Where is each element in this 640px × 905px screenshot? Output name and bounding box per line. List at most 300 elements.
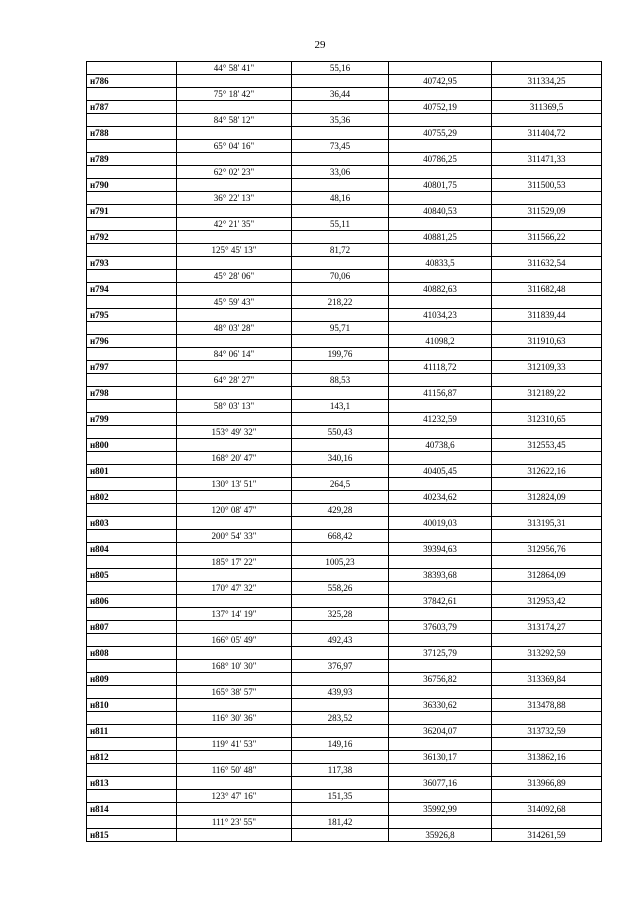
angle-cell	[177, 231, 292, 244]
point-row	[87, 751, 602, 764]
length-cell: 1005,23	[292, 556, 389, 569]
y-coordinate-cell	[492, 504, 602, 517]
length-cell	[292, 335, 389, 348]
x-coordinate-cell: 40755,29	[389, 127, 492, 140]
point-cell: н799	[87, 413, 177, 426]
length-cell: 492,43	[292, 634, 389, 647]
y-coordinate-cell: 312553,45	[492, 439, 602, 452]
page-number: 29	[314, 39, 326, 51]
point-cell: н800	[87, 439, 177, 452]
y-coordinate-cell	[492, 348, 602, 361]
length-cell	[292, 231, 389, 244]
angle-cell	[177, 179, 292, 192]
x-coordinate-cell: 40019,03	[389, 517, 492, 530]
segment-row	[87, 62, 602, 75]
y-coordinate-cell	[492, 218, 602, 231]
length-cell	[292, 543, 389, 556]
point-cell: н809	[87, 673, 177, 686]
x-coordinate-cell	[389, 374, 492, 387]
point-cell: н808	[87, 647, 177, 660]
x-coordinate-cell	[389, 270, 492, 283]
angle-cell: 200° 54' 33"	[177, 530, 292, 543]
point-cell	[87, 192, 177, 205]
segment-row	[87, 816, 602, 829]
x-coordinate-cell: 37125,79	[389, 647, 492, 660]
segment-row	[87, 712, 602, 725]
y-coordinate-cell: 311910,63	[492, 335, 602, 348]
point-cell	[87, 348, 177, 361]
x-coordinate-cell: 36077,16	[389, 777, 492, 790]
point-row	[87, 75, 602, 88]
segment-row	[87, 790, 602, 803]
point-row	[87, 231, 602, 244]
x-coordinate-cell: 37842,61	[389, 595, 492, 608]
angle-cell	[177, 361, 292, 374]
y-coordinate-cell	[492, 660, 602, 673]
point-row	[87, 205, 602, 218]
length-cell	[292, 309, 389, 322]
point-cell	[87, 62, 177, 75]
y-coordinate-cell: 311632,54	[492, 257, 602, 270]
y-coordinate-cell	[492, 296, 602, 309]
point-cell: н814	[87, 803, 177, 816]
point-cell	[87, 140, 177, 153]
coordinates-table	[86, 61, 602, 842]
point-cell	[87, 738, 177, 751]
y-coordinate-cell	[492, 478, 602, 491]
point-row	[87, 153, 602, 166]
point-cell	[87, 400, 177, 413]
x-coordinate-cell: 35992,99	[389, 803, 492, 816]
y-coordinate-cell	[492, 270, 602, 283]
x-coordinate-cell	[389, 296, 492, 309]
x-coordinate-cell	[389, 400, 492, 413]
angle-cell	[177, 491, 292, 504]
y-coordinate-cell: 312864,09	[492, 569, 602, 582]
length-cell: 73,45	[292, 140, 389, 153]
point-row	[87, 803, 602, 816]
segment-row	[87, 322, 602, 335]
y-coordinate-cell	[492, 530, 602, 543]
point-row	[87, 595, 602, 608]
length-cell	[292, 101, 389, 114]
angle-cell	[177, 725, 292, 738]
point-cell	[87, 374, 177, 387]
point-cell	[87, 452, 177, 465]
point-row	[87, 439, 602, 452]
point-cell: н805	[87, 569, 177, 582]
point-cell	[87, 764, 177, 777]
point-cell	[87, 556, 177, 569]
y-coordinate-cell: 314261,59	[492, 829, 602, 842]
x-coordinate-cell	[389, 712, 492, 725]
point-cell: н801	[87, 465, 177, 478]
angle-cell	[177, 829, 292, 842]
y-coordinate-cell	[492, 374, 602, 387]
point-cell	[87, 504, 177, 517]
point-cell: н804	[87, 543, 177, 556]
length-cell: 55,11	[292, 218, 389, 231]
x-coordinate-cell	[389, 244, 492, 257]
length-cell: 558,26	[292, 582, 389, 595]
segment-row	[87, 114, 602, 127]
angle-cell: 130° 13' 51"	[177, 478, 292, 491]
angle-cell: 170° 47' 32"	[177, 582, 292, 595]
point-cell	[87, 426, 177, 439]
segment-row	[87, 192, 602, 205]
angle-cell: 44° 58' 41"	[177, 62, 292, 75]
length-cell	[292, 387, 389, 400]
length-cell: 283,52	[292, 712, 389, 725]
angle-cell	[177, 517, 292, 530]
length-cell	[292, 491, 389, 504]
point-cell: н806	[87, 595, 177, 608]
x-coordinate-cell: 40786,25	[389, 153, 492, 166]
x-coordinate-cell: 40405,45	[389, 465, 492, 478]
x-coordinate-cell	[389, 634, 492, 647]
point-row	[87, 543, 602, 556]
angle-cell: 42° 21' 35"	[177, 218, 292, 231]
segment-row	[87, 140, 602, 153]
point-cell: н796	[87, 335, 177, 348]
x-coordinate-cell	[389, 114, 492, 127]
point-cell: н789	[87, 153, 177, 166]
y-coordinate-cell: 312953,42	[492, 595, 602, 608]
length-cell: 439,93	[292, 686, 389, 699]
segment-row	[87, 556, 602, 569]
y-coordinate-cell: 313195,31	[492, 517, 602, 530]
x-coordinate-cell: 36130,17	[389, 751, 492, 764]
y-coordinate-cell: 311500,53	[492, 179, 602, 192]
point-row	[87, 491, 602, 504]
length-cell: 35,36	[292, 114, 389, 127]
point-row	[87, 829, 602, 842]
y-coordinate-cell	[492, 686, 602, 699]
angle-cell: 137° 14' 19"	[177, 608, 292, 621]
angle-cell	[177, 465, 292, 478]
y-coordinate-cell: 312824,09	[492, 491, 602, 504]
point-row	[87, 335, 602, 348]
y-coordinate-cell: 312956,76	[492, 543, 602, 556]
x-coordinate-cell: 37603,79	[389, 621, 492, 634]
y-coordinate-cell: 311369,5	[492, 101, 602, 114]
point-cell: н794	[87, 283, 177, 296]
angle-cell	[177, 127, 292, 140]
angle-cell	[177, 205, 292, 218]
x-coordinate-cell	[389, 426, 492, 439]
angle-cell: 84° 58' 12"	[177, 114, 292, 127]
point-cell	[87, 270, 177, 283]
length-cell: 88,53	[292, 374, 389, 387]
y-coordinate-cell	[492, 738, 602, 751]
x-coordinate-cell: 41232,59	[389, 413, 492, 426]
y-coordinate-cell	[492, 88, 602, 101]
y-coordinate-cell	[492, 322, 602, 335]
y-coordinate-cell	[492, 556, 602, 569]
point-cell: н790	[87, 179, 177, 192]
y-coordinate-cell	[492, 452, 602, 465]
y-coordinate-cell: 313732,59	[492, 725, 602, 738]
angle-cell	[177, 439, 292, 452]
x-coordinate-cell: 41098,2	[389, 335, 492, 348]
length-cell	[292, 179, 389, 192]
x-coordinate-cell: 36204,07	[389, 725, 492, 738]
angle-cell: 119° 41' 53"	[177, 738, 292, 751]
length-cell	[292, 647, 389, 660]
y-coordinate-cell	[492, 114, 602, 127]
point-cell: н815	[87, 829, 177, 842]
x-coordinate-cell	[389, 738, 492, 751]
x-coordinate-cell	[389, 478, 492, 491]
x-coordinate-cell	[389, 452, 492, 465]
y-coordinate-cell: 313174,27	[492, 621, 602, 634]
x-coordinate-cell: 40742,95	[389, 75, 492, 88]
length-cell	[292, 621, 389, 634]
segment-row	[87, 582, 602, 595]
angle-cell	[177, 699, 292, 712]
angle-cell: 153° 49' 32"	[177, 426, 292, 439]
segment-row	[87, 270, 602, 283]
segment-row	[87, 478, 602, 491]
point-cell	[87, 660, 177, 673]
y-coordinate-cell	[492, 582, 602, 595]
x-coordinate-cell	[389, 556, 492, 569]
y-coordinate-cell	[492, 790, 602, 803]
x-coordinate-cell	[389, 816, 492, 829]
point-cell	[87, 530, 177, 543]
point-cell	[87, 114, 177, 127]
angle-cell	[177, 595, 292, 608]
segment-row	[87, 764, 602, 777]
y-coordinate-cell: 312622,16	[492, 465, 602, 478]
x-coordinate-cell	[389, 530, 492, 543]
x-coordinate-cell: 38393,68	[389, 569, 492, 582]
point-cell: н795	[87, 309, 177, 322]
angle-cell: 58° 03' 13"	[177, 400, 292, 413]
coordinates-table-body	[87, 62, 602, 842]
length-cell	[292, 75, 389, 88]
length-cell	[292, 569, 389, 582]
angle-cell: 62° 02' 23"	[177, 166, 292, 179]
point-row	[87, 465, 602, 478]
y-coordinate-cell: 312109,33	[492, 361, 602, 374]
length-cell: 550,43	[292, 426, 389, 439]
point-cell: н792	[87, 231, 177, 244]
x-coordinate-cell: 36756,82	[389, 673, 492, 686]
y-coordinate-cell	[492, 192, 602, 205]
angle-cell: 48° 03' 28"	[177, 322, 292, 335]
angle-cell: 75° 18' 42"	[177, 88, 292, 101]
point-cell: н807	[87, 621, 177, 634]
length-cell	[292, 699, 389, 712]
point-row	[87, 361, 602, 374]
length-cell	[292, 361, 389, 374]
length-cell: 325,28	[292, 608, 389, 621]
y-coordinate-cell	[492, 244, 602, 257]
length-cell	[292, 205, 389, 218]
angle-cell: 84° 06' 14"	[177, 348, 292, 361]
point-cell	[87, 218, 177, 231]
angle-cell: 168° 20' 47"	[177, 452, 292, 465]
y-coordinate-cell	[492, 426, 602, 439]
angle-cell: 168° 10' 30"	[177, 660, 292, 673]
segment-row	[87, 686, 602, 699]
angle-cell	[177, 309, 292, 322]
length-cell: 149,16	[292, 738, 389, 751]
point-cell: н793	[87, 257, 177, 270]
point-row	[87, 621, 602, 634]
y-coordinate-cell	[492, 140, 602, 153]
x-coordinate-cell: 40801,75	[389, 179, 492, 192]
length-cell	[292, 283, 389, 296]
angle-cell: 116° 50' 48"	[177, 764, 292, 777]
segment-row	[87, 348, 602, 361]
y-coordinate-cell	[492, 712, 602, 725]
length-cell: 264,5	[292, 478, 389, 491]
y-coordinate-cell: 311334,25	[492, 75, 602, 88]
x-coordinate-cell: 40738,6	[389, 439, 492, 452]
angle-cell	[177, 153, 292, 166]
y-coordinate-cell: 311471,33	[492, 153, 602, 166]
point-cell	[87, 296, 177, 309]
angle-cell	[177, 75, 292, 88]
point-row	[87, 647, 602, 660]
length-cell: 143,1	[292, 400, 389, 413]
point-cell: н813	[87, 777, 177, 790]
y-coordinate-cell	[492, 62, 602, 75]
point-cell: н791	[87, 205, 177, 218]
segment-row	[87, 608, 602, 621]
angle-cell: 111° 23' 55"	[177, 816, 292, 829]
point-cell: н787	[87, 101, 177, 114]
y-coordinate-cell: 311404,72	[492, 127, 602, 140]
angle-cell: 165° 38' 57"	[177, 686, 292, 699]
x-coordinate-cell: 40840,53	[389, 205, 492, 218]
angle-cell	[177, 413, 292, 426]
point-cell	[87, 790, 177, 803]
x-coordinate-cell	[389, 218, 492, 231]
x-coordinate-cell	[389, 62, 492, 75]
y-coordinate-cell: 311839,44	[492, 309, 602, 322]
length-cell	[292, 413, 389, 426]
length-cell: 36,44	[292, 88, 389, 101]
x-coordinate-cell: 40881,25	[389, 231, 492, 244]
point-cell	[87, 88, 177, 101]
point-row	[87, 777, 602, 790]
length-cell: 81,72	[292, 244, 389, 257]
segment-row	[87, 660, 602, 673]
angle-cell	[177, 803, 292, 816]
angle-cell	[177, 751, 292, 764]
point-row	[87, 413, 602, 426]
length-cell	[292, 751, 389, 764]
point-cell: н802	[87, 491, 177, 504]
y-coordinate-cell	[492, 166, 602, 179]
angle-cell	[177, 569, 292, 582]
x-coordinate-cell: 41034,23	[389, 309, 492, 322]
y-coordinate-cell	[492, 608, 602, 621]
point-cell: н797	[87, 361, 177, 374]
angle-cell	[177, 257, 292, 270]
angle-cell: 45° 28' 06"	[177, 270, 292, 283]
length-cell: 376,97	[292, 660, 389, 673]
segment-row	[87, 374, 602, 387]
angle-cell	[177, 335, 292, 348]
point-cell: н810	[87, 699, 177, 712]
x-coordinate-cell: 36330,62	[389, 699, 492, 712]
y-coordinate-cell: 312189,22	[492, 387, 602, 400]
length-cell	[292, 777, 389, 790]
segment-row	[87, 400, 602, 413]
angle-cell: 166° 05' 49"	[177, 634, 292, 647]
point-cell	[87, 712, 177, 725]
x-coordinate-cell: 41156,87	[389, 387, 492, 400]
length-cell: 668,42	[292, 530, 389, 543]
x-coordinate-cell: 40882,63	[389, 283, 492, 296]
length-cell: 95,71	[292, 322, 389, 335]
x-coordinate-cell	[389, 582, 492, 595]
segment-row	[87, 88, 602, 101]
point-cell: н803	[87, 517, 177, 530]
length-cell	[292, 153, 389, 166]
length-cell: 181,42	[292, 816, 389, 829]
length-cell: 117,38	[292, 764, 389, 777]
point-row	[87, 387, 602, 400]
length-cell	[292, 517, 389, 530]
x-coordinate-cell	[389, 608, 492, 621]
point-cell	[87, 478, 177, 491]
segment-row	[87, 296, 602, 309]
length-cell: 48,16	[292, 192, 389, 205]
length-cell	[292, 725, 389, 738]
x-coordinate-cell	[389, 790, 492, 803]
x-coordinate-cell: 40234,62	[389, 491, 492, 504]
angle-cell	[177, 777, 292, 790]
length-cell	[292, 257, 389, 270]
x-coordinate-cell	[389, 348, 492, 361]
point-cell	[87, 582, 177, 595]
y-coordinate-cell	[492, 764, 602, 777]
point-row	[87, 283, 602, 296]
point-cell	[87, 166, 177, 179]
length-cell: 429,28	[292, 504, 389, 517]
point-cell: н812	[87, 751, 177, 764]
point-row	[87, 699, 602, 712]
x-coordinate-cell: 41118,72	[389, 361, 492, 374]
length-cell	[292, 465, 389, 478]
y-coordinate-cell: 313966,89	[492, 777, 602, 790]
angle-cell: 185° 17' 22"	[177, 556, 292, 569]
length-cell: 340,16	[292, 452, 389, 465]
point-cell	[87, 608, 177, 621]
x-coordinate-cell	[389, 504, 492, 517]
x-coordinate-cell: 40752,19	[389, 101, 492, 114]
x-coordinate-cell	[389, 140, 492, 153]
point-row	[87, 569, 602, 582]
point-row	[87, 725, 602, 738]
angle-cell	[177, 673, 292, 686]
point-row	[87, 179, 602, 192]
point-cell: н786	[87, 75, 177, 88]
angle-cell	[177, 543, 292, 556]
x-coordinate-cell	[389, 166, 492, 179]
point-cell	[87, 634, 177, 647]
y-coordinate-cell: 312310,65	[492, 413, 602, 426]
length-cell: 151,35	[292, 790, 389, 803]
segment-row	[87, 504, 602, 517]
y-coordinate-cell	[492, 400, 602, 413]
angle-cell	[177, 621, 292, 634]
